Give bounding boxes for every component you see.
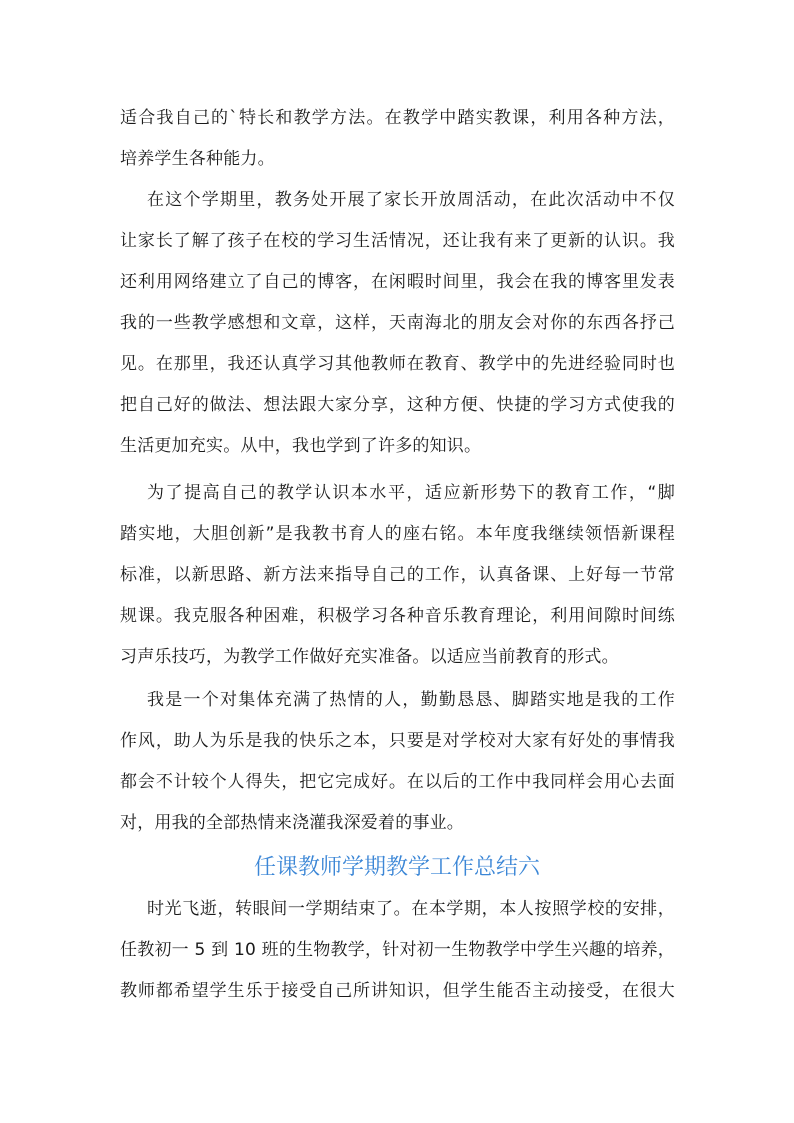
text-line: 作风，助人为乐是我的快乐之本，只要是对学校对大家有好处的事情我 xyxy=(120,731,675,751)
text-line: 还利用网络建立了自己的博客，在闲暇时间里，我会在我的博客里发表 xyxy=(120,272,675,292)
text-line: 生活更加充实。从中，我也学到了许多的知识。 xyxy=(120,436,482,456)
paragraph-first-line: 为了提高自己的教学认识本水平，适应新形势下的教育工作，“脚 xyxy=(147,483,675,503)
text-line: 让家长了解了孩子在校的学习生活情况，还让我有来了更新的认识。我 xyxy=(120,231,675,251)
text-line: 任教初一 5 到 10 班的生物教学，针对初一生物教学中学生兴趣的培养， xyxy=(120,940,675,960)
paragraph-first-line: 我是一个对集体充满了热情的人，勤勤恳恳、脚踏实地是我的工作 xyxy=(147,690,675,710)
text-line: 把自己好的做法、想法跟大家分享，这种方便、快捷的学习方式使我的 xyxy=(120,395,675,415)
text-line: 我的一些教学感想和文章，这样，天南海北的朋友会对你的东西各抒己 xyxy=(120,313,675,333)
text-line: 见。在那里，我还认真学习其他教师在教育、教学中的先进经验同时也 xyxy=(120,354,675,374)
text-line: 踏实地，大胆创新”是我教书育人的座右铭。本年度我继续领悟新课程 xyxy=(120,524,675,544)
text-line: 都会不计较个人得失，把它完成好。在以后的工作中我同样会用心去面 xyxy=(120,772,675,792)
text-line: 标准，以新思路、新方法来指导自己的工作，认真备课、上好每一节常 xyxy=(120,565,675,585)
text-line: 教师都希望学生乐于接受自己所讲知识，但学生能否主动接受，在很大 xyxy=(120,981,675,1001)
text-line: 习声乐技巧，为教学工作做好充实准备。以适应当前教育的形式。 xyxy=(120,647,619,667)
section-heading: 任课教师学期教学工作总结六 xyxy=(253,855,540,880)
text-line: 培养学生各种能力。 xyxy=(120,149,275,169)
text-line: 规课。我克服各种困难，积极学习各种音乐教育理论，利用间隙时间练 xyxy=(120,606,675,626)
paragraph-first-line: 在这个学期里，教务处开展了家长开放周活动，在此次活动中不仅 xyxy=(147,190,675,210)
paragraph-first-line: 时光飞逝，转眼间一学期结束了。在本学期，本人按照学校的安排， xyxy=(147,899,675,919)
text-line: 适合我自己的`特长和教学方法。在教学中踏实教课，利用各种方法， xyxy=(120,108,675,128)
text-line: 对，用我的全部热情来浇灌我深爱着的事业。 xyxy=(120,813,464,833)
